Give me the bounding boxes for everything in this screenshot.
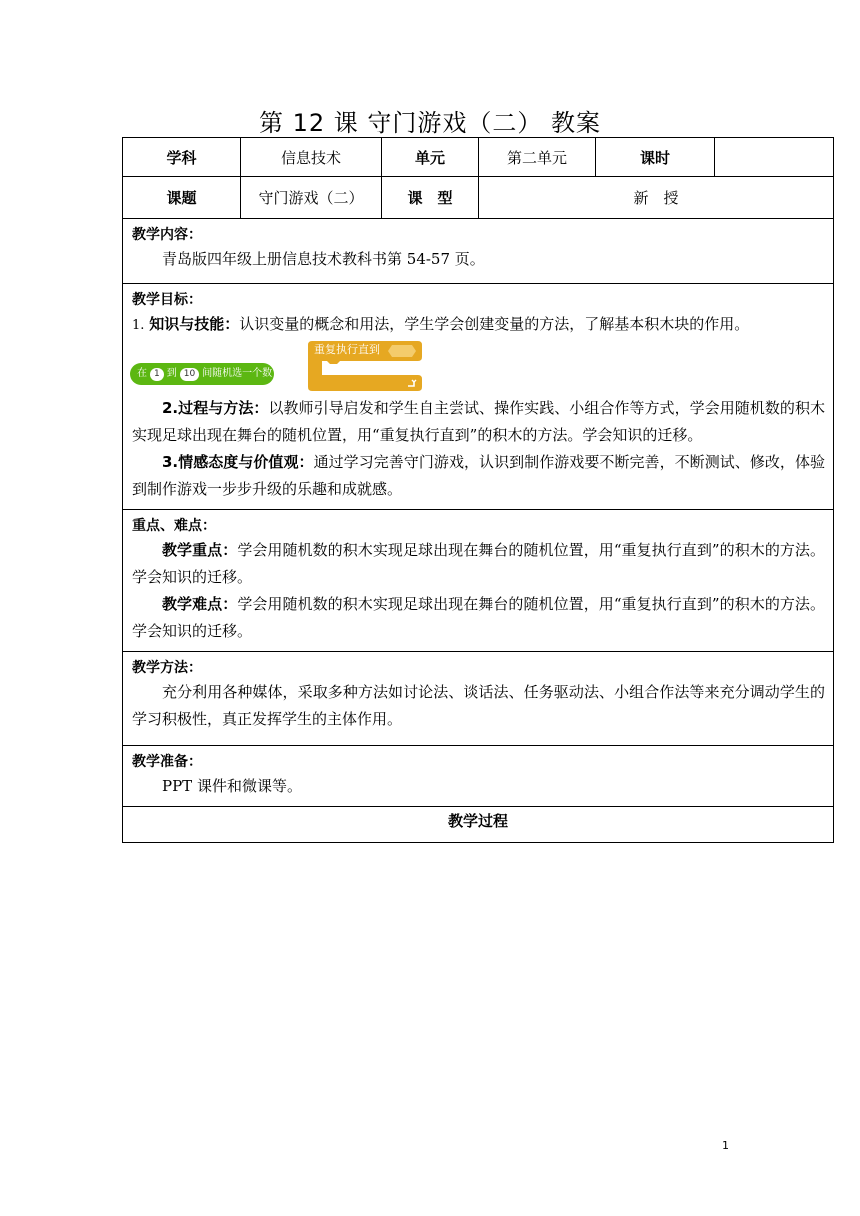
goal-process — [132, 395, 825, 449]
methods-title: 教学方法： — [132, 660, 202, 676]
type-value: 新 授 — [479, 177, 834, 219]
goal-knowledge-text: 认识变量的概念和用法，学生学会创建变量的方法，了解基本积木块的作用。 — [239, 315, 750, 333]
goal-process-label: 2.过程与方法： — [162, 399, 269, 417]
goal-attitude-label: 3.情感态度与价值观： — [162, 453, 314, 471]
goal-knowledge-number: 1. — [132, 318, 145, 333]
topic-value: 守门游戏（二） — [241, 177, 382, 219]
key-point-text: 学会用随机数的积木实现足球出现在舞台的随机位置，用“重复执行直到”的积木的方法。学会知识的迁移。 — [132, 541, 825, 586]
goal-process-text: 以教师引导启发和学生自主尝试、操作实践、小组合作等方式，学会用随机数的积木实现足球出现在舞台的随机位置，用“重复执行直到”的积木的方法。学会知识的迁移。 — [132, 399, 825, 444]
subject-label: 学科 — [123, 138, 241, 177]
difficult-point-text: 学会用随机数的积木实现足球出现在舞台的随机位置，用“重复执行直到”的积木的方法。学会知识的迁移。 — [132, 595, 825, 640]
content-section — [123, 219, 834, 284]
subject-value: 信息技术 — [241, 138, 382, 177]
random-to-input: 10 — [180, 368, 199, 381]
random-block-suffix: 间随机选一个数 — [202, 368, 273, 379]
keypoints-title: 重点、难点： — [132, 518, 216, 534]
difficult-point — [132, 591, 825, 645]
hours-label: 课时 — [596, 138, 715, 177]
random-block-to-word: 到 — [166, 368, 177, 379]
condition-slot — [388, 345, 416, 357]
goals-section — [123, 284, 834, 510]
random-number-block — [130, 363, 274, 385]
prep-title: 教学准备： — [132, 754, 202, 770]
content-title: 教学内容： — [132, 227, 202, 243]
repeat-block-label: 重复执行直到 — [314, 343, 380, 356]
unit-label: 单元 — [382, 138, 479, 177]
page-number: 1 — [722, 1139, 729, 1152]
key-point-label: 教学重点： — [162, 541, 238, 559]
goal-attitude — [132, 449, 825, 503]
page-title: 第 12 课 守门游戏（二） 教案 — [258, 109, 602, 137]
goals-title: 教学目标： — [132, 292, 202, 308]
scratch-blocks — [130, 341, 825, 391]
prep-section — [123, 746, 834, 807]
hours-value — [715, 138, 834, 177]
goal-knowledge-label: 知识与技能： — [149, 315, 240, 333]
content-text: 青岛版四年级上册信息技术教科书第 54-57 页。 — [162, 250, 485, 268]
process-title: 教学过程 — [123, 807, 834, 843]
lesson-plan-table — [122, 137, 834, 843]
topic-label: 课题 — [123, 177, 241, 219]
difficult-point-label: 教学难点： — [162, 595, 238, 613]
unit-value: 第二单元 — [479, 138, 596, 177]
prep-text: PPT 课件和微课等。 — [162, 777, 302, 795]
key-point — [132, 537, 825, 591]
methods-section — [123, 652, 834, 746]
random-from-input: 1 — [150, 368, 164, 381]
goal-attitude-text: 通过学习完善守门游戏，认识到制作游戏要不断完善，不断测试、修改，体验到制作游戏一步步升级的乐趣和成就感。 — [132, 453, 825, 498]
random-block-prefix: 在 — [137, 368, 147, 379]
methods-text: 充分利用各种媒体，采取多种方法如讨论法、谈话法、任务驱动法、小组合作法等来充分调动学生的学习积极性，真正发挥学生的主体作用。 — [132, 683, 825, 728]
goal-knowledge — [132, 311, 825, 339]
keypoints-section — [123, 510, 834, 652]
type-label: 课 型 — [382, 177, 479, 219]
